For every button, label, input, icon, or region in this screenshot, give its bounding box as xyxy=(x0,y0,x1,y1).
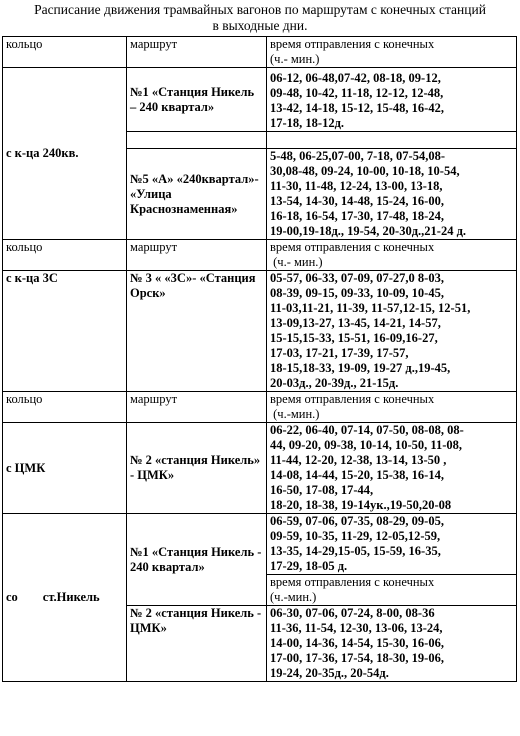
empty-cell xyxy=(127,132,267,149)
header-time xyxy=(267,37,517,68)
route-times: 06-12, 06-48,07-42, 08-18, 09-12, 09-48, 10-42, 11-18, 12-12, 12-48, 13-42, 14-18, 15-12, 15-48, 16-42, 17-18, 18-12д. xyxy=(267,68,517,132)
header-row xyxy=(3,240,517,271)
header-time-line1: время отправления с конечных xyxy=(270,575,435,589)
empty-cell xyxy=(267,132,517,149)
route-times: 06-59, 07-06, 07-35, 08-29, 09-05, 09-59, 10-35, 11-29, 12-05,12-59, 13-35, 14-29,15-05, 15-59, 16-35, 17-29, 18-05 д. xyxy=(267,514,517,575)
header-ring: кольцо xyxy=(3,392,127,423)
schedule-table xyxy=(2,36,517,682)
header-time-line1: время отправления с конечных xyxy=(270,37,435,51)
header-time xyxy=(267,392,517,423)
stop-cell: с ЦМК xyxy=(3,423,127,514)
header-time-line2: (ч.- мин.) xyxy=(270,52,320,66)
table-row xyxy=(3,271,517,392)
header-row xyxy=(3,37,517,68)
table-row xyxy=(3,423,517,514)
header-ring: кольцо xyxy=(3,240,127,271)
document-title xyxy=(0,2,520,34)
title-line-2: в выходные дни. xyxy=(212,18,308,33)
title-line-1: Расписание движения трамвайных вагонов по маршрутам с конечных станций xyxy=(34,2,486,17)
stop-cell: с к-ца 240кв. xyxy=(3,68,127,240)
route-name: № 2 «станция Никель» - ЦМК» xyxy=(127,423,267,514)
header-route: маршрут xyxy=(127,37,267,68)
header-time xyxy=(267,240,517,271)
header-time-line2: (ч.- мин.) xyxy=(273,255,323,269)
route-name: № 2 «станция Никель - ЦМК» xyxy=(127,606,267,682)
header-time-line2: (ч.-мин.) xyxy=(273,407,320,421)
header-time-line1: время отправления с конечных xyxy=(270,240,435,254)
header-ring: кольцо xyxy=(3,37,127,68)
header-time-line1: время отправления с конечных xyxy=(270,392,435,406)
header-time-line2: (ч.-мин.) xyxy=(270,590,317,604)
header-time xyxy=(267,575,517,606)
route-times: 05-57, 06-33, 07-09, 07-27,0 8-03, 08-39, 09-15, 09-33, 10-09, 10-45, 11-03,11-21, 11-39, 11-57,12-15, 12-51, 13-09,13-27, 13-45, 14-21, 14-57, 15-15,15-33, 15-51, 16-09,16-27, 17-03, 17-21, 17-39, 17-57, 18-15,18-33, 19-09, 19-27 д.,19-45, 20-03д., 20-39д., 21-15д. xyxy=(267,271,517,392)
table-row xyxy=(3,68,517,132)
route-times: 06-22, 06-40, 07-14, 07-50, 08-08, 08- 44, 09-20, 09-38, 10-14, 10-50, 11-08, 11-44, 12-20, 12-38, 13-14, 13-50 , 14-08, 14-44, 15-20, 15-38, 16-14, 16-50, 17-08, 17-44, 18-20, 18-38, 19-14ук.,19-50,20-08 xyxy=(267,423,517,514)
stop-cell: со ст.Никель xyxy=(3,514,127,682)
route-name: №5 «А» «240квартал»- «Улица Краснознаменная» xyxy=(127,149,267,240)
header-route: маршрут xyxy=(127,240,267,271)
stop-cell: с к-ца 3С xyxy=(3,271,127,392)
route-name: №1 «Станция Никель - 240 квартал» xyxy=(127,514,267,606)
route-name: №1 «Станция Никель – 240 квартал» xyxy=(127,68,267,132)
header-route: маршрут xyxy=(127,392,267,423)
table-row xyxy=(3,514,517,575)
header-row xyxy=(3,392,517,423)
route-name: № 3 « «3С»- «Станция Орск» xyxy=(127,271,267,392)
route-times: 5-48, 06-25,07-00, 7-18, 07-54,08- 30,08-48, 09-24, 10-00, 10-18, 10-54, 11-30, 11-48, 12-24, 13-00, 13-18, 13-54, 14-30, 14-48, 15-24, 16-00, 16-18, 16-54, 17-30, 17-48, 18-24, 19-00,19-18д., 19-54, 20-30д.,21-24 д. xyxy=(267,149,517,240)
route-times: 06-30, 07-06, 07-24, 8-00, 08-36 11-36, 11-54, 12-30, 13-06, 13-24, 14-00, 14-36, 14-54, 15-30, 16-06, 17-00, 17-36, 17-54, 18-30, 19-06, 19-24, 20-35д., 20-54д. xyxy=(267,606,517,682)
